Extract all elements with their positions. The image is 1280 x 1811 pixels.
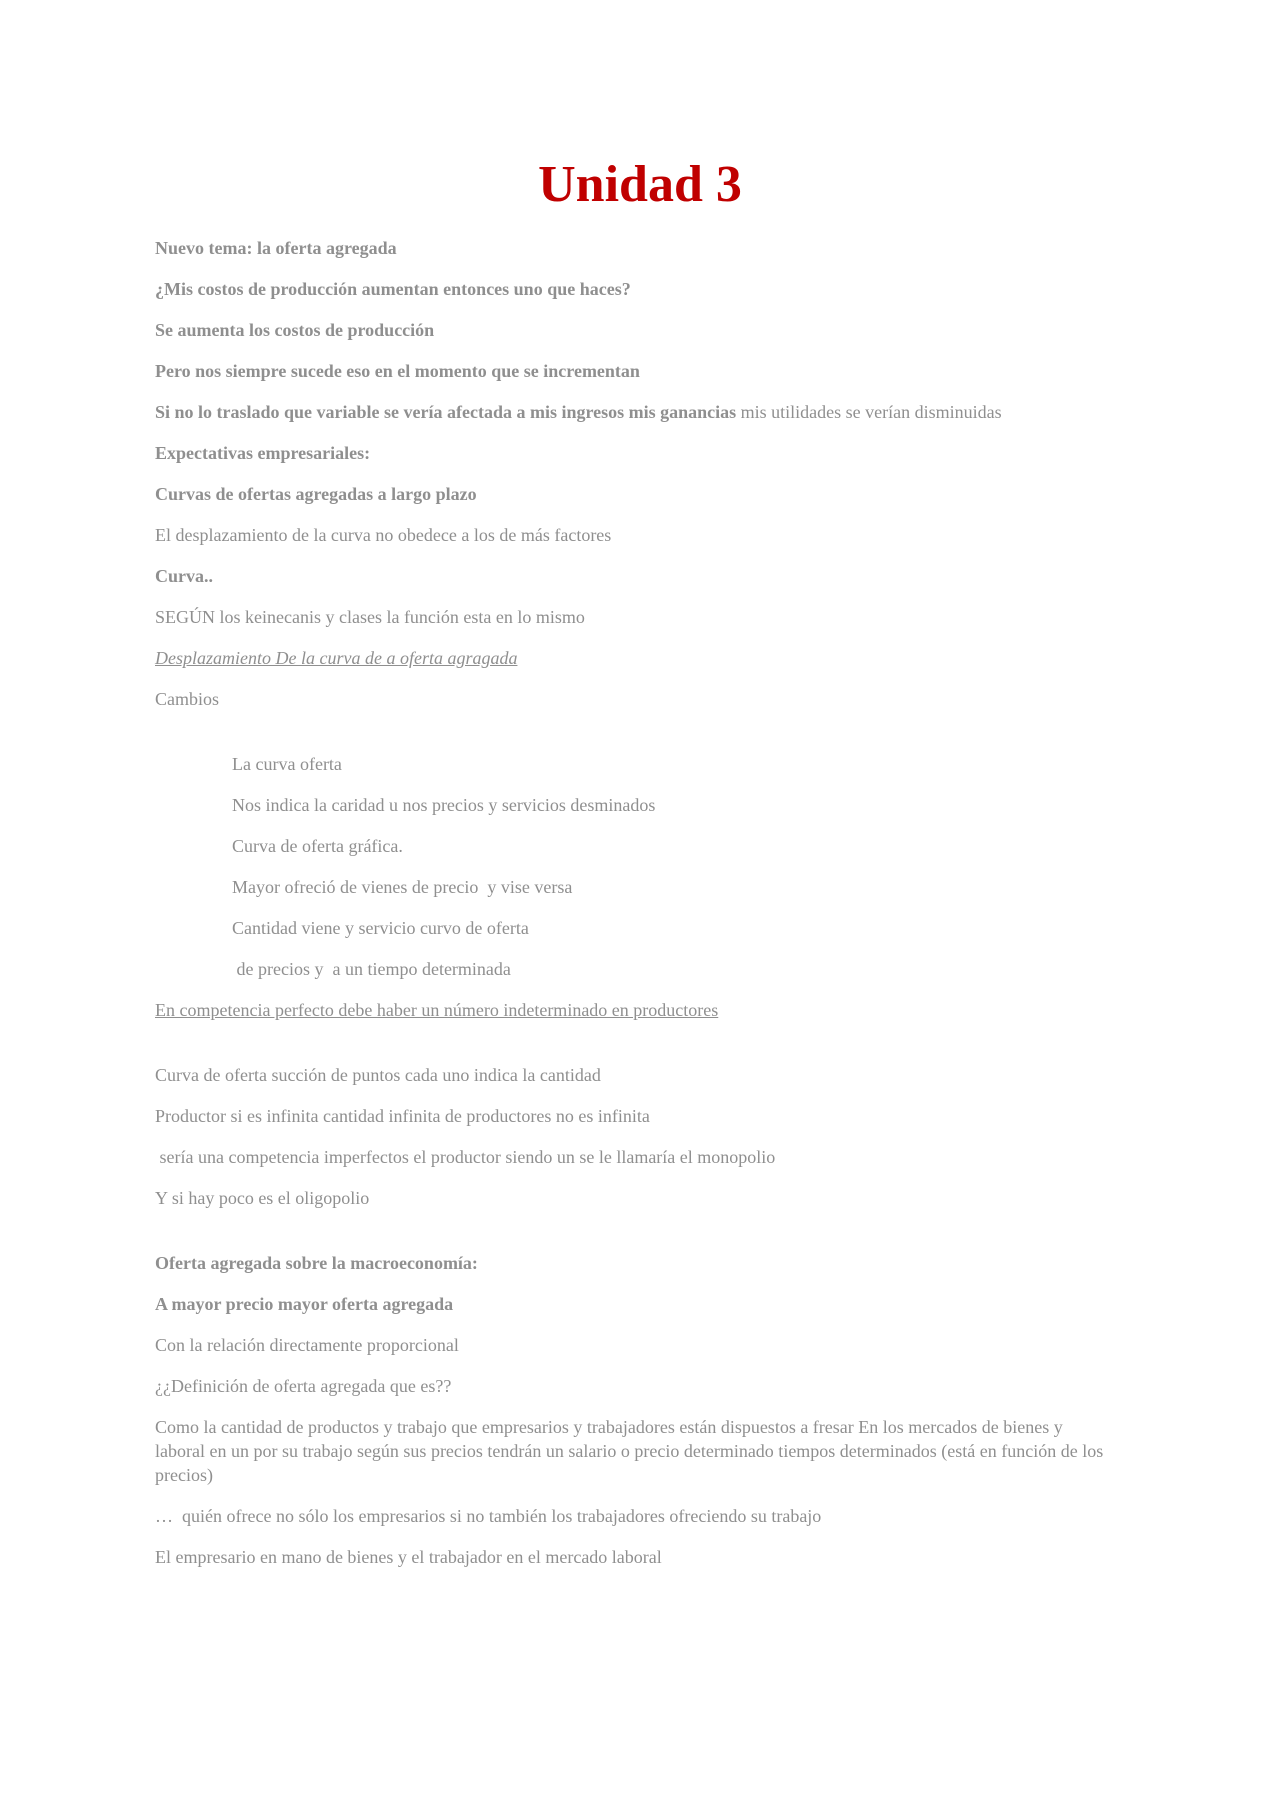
line-la-curva-oferta: La curva oferta [232, 754, 342, 774]
line-mayor-ofrecio: Mayor ofreció de vienes de precio y vise versa [232, 877, 573, 897]
line-definicion: ¿¿Definición de oferta agregada que es?? [155, 1376, 452, 1396]
line-quien-ofrece: … quién ofrece no sólo los empresarios si no también los trabajadores ofreciendo su trabajo [155, 1506, 822, 1526]
line-traslado-bold: Si no lo traslado que variable se vería afectada a mis ingresos mis ganancias [155, 402, 737, 422]
line-nuevo-tema: Nuevo tema: la oferta agregada [155, 238, 397, 258]
line-curva-grafica: Curva de oferta gráfica. [232, 836, 403, 856]
line-mayor-precio: A mayor precio mayor oferta agregada [155, 1294, 454, 1314]
line-succion-puntos: Curva de oferta succión de puntos cada uno indica la cantidad [155, 1065, 601, 1085]
line-desplazamiento-link [155, 646, 1115, 670]
line-segun: SEGÚN los keinecanis y clases la función esta en lo mismo [155, 607, 585, 627]
page-title: Unidad 3 [538, 156, 742, 213]
line-traslado-normal: mis utilidades se verían disminuidas [736, 402, 1002, 422]
line-curvas-largo-plazo: Curvas de ofertas agregadas a largo plazo [155, 484, 477, 504]
line-oligopolio: Y si hay poco es el oligopolio [155, 1188, 370, 1208]
line-productor-infinita: Productor si es infinita cantidad infinita de productores no es infinita [155, 1106, 650, 1126]
line-relacion-directa: Con la relación directamente proporcional [155, 1335, 459, 1355]
line-aumenta-costos: Se aumenta los costos de producción [155, 320, 435, 340]
line-costos-pregunta: ¿Mis costos de producción aumentan entonces uno que haces? [155, 279, 631, 299]
line-traslado [155, 400, 1115, 424]
line-competencia-imperfecta: sería una competencia imperfectos el productor siendo un se le llamaría el monopolio [155, 1147, 776, 1167]
line-nos-indica: Nos indica la caridad u nos precios y servicios desminados [232, 795, 656, 815]
line-cambios: Cambios [155, 689, 220, 709]
line-cantidad-productos: Como la cantidad de productos y trabajo que empresarios y trabajadores están dispuestos a fresar En los mercados de bienes y laboral en un por su trabajo según sus precios tendrán un salario o precio determinado tiempos determinados (está en función de los precios) [155, 1417, 1108, 1485]
line-desplazamiento-curva: El desplazamiento de la curva no obedece a los de más factores [155, 525, 612, 545]
line-expectativas: Expectativas empresariales: [155, 443, 371, 463]
line-de-precios: de precios y a un tiempo determinada [232, 959, 511, 979]
desplazamiento-heading: Desplazamiento De la curva de a oferta agragada [155, 648, 518, 668]
line-oferta-macroeconomia: Oferta agregada sobre la macroeconomía: [155, 1253, 478, 1273]
line-curva: Curva.. [155, 566, 213, 586]
competencia-underlined: En competencia perfecto debe haber un número indeterminado en productores [155, 1000, 719, 1020]
line-no-siempre: Pero nos siempre sucede eso en el momento que se incrementan [155, 361, 640, 381]
document-body [155, 236, 1115, 1586]
line-cantidad-viene: Cantidad viene y servicio curvo de oferta [232, 918, 529, 938]
line-competencia-perfecto [155, 998, 1115, 1022]
line-empresario-mano: El empresario en mano de bienes y el trabajador en el mercado laboral [155, 1547, 662, 1567]
